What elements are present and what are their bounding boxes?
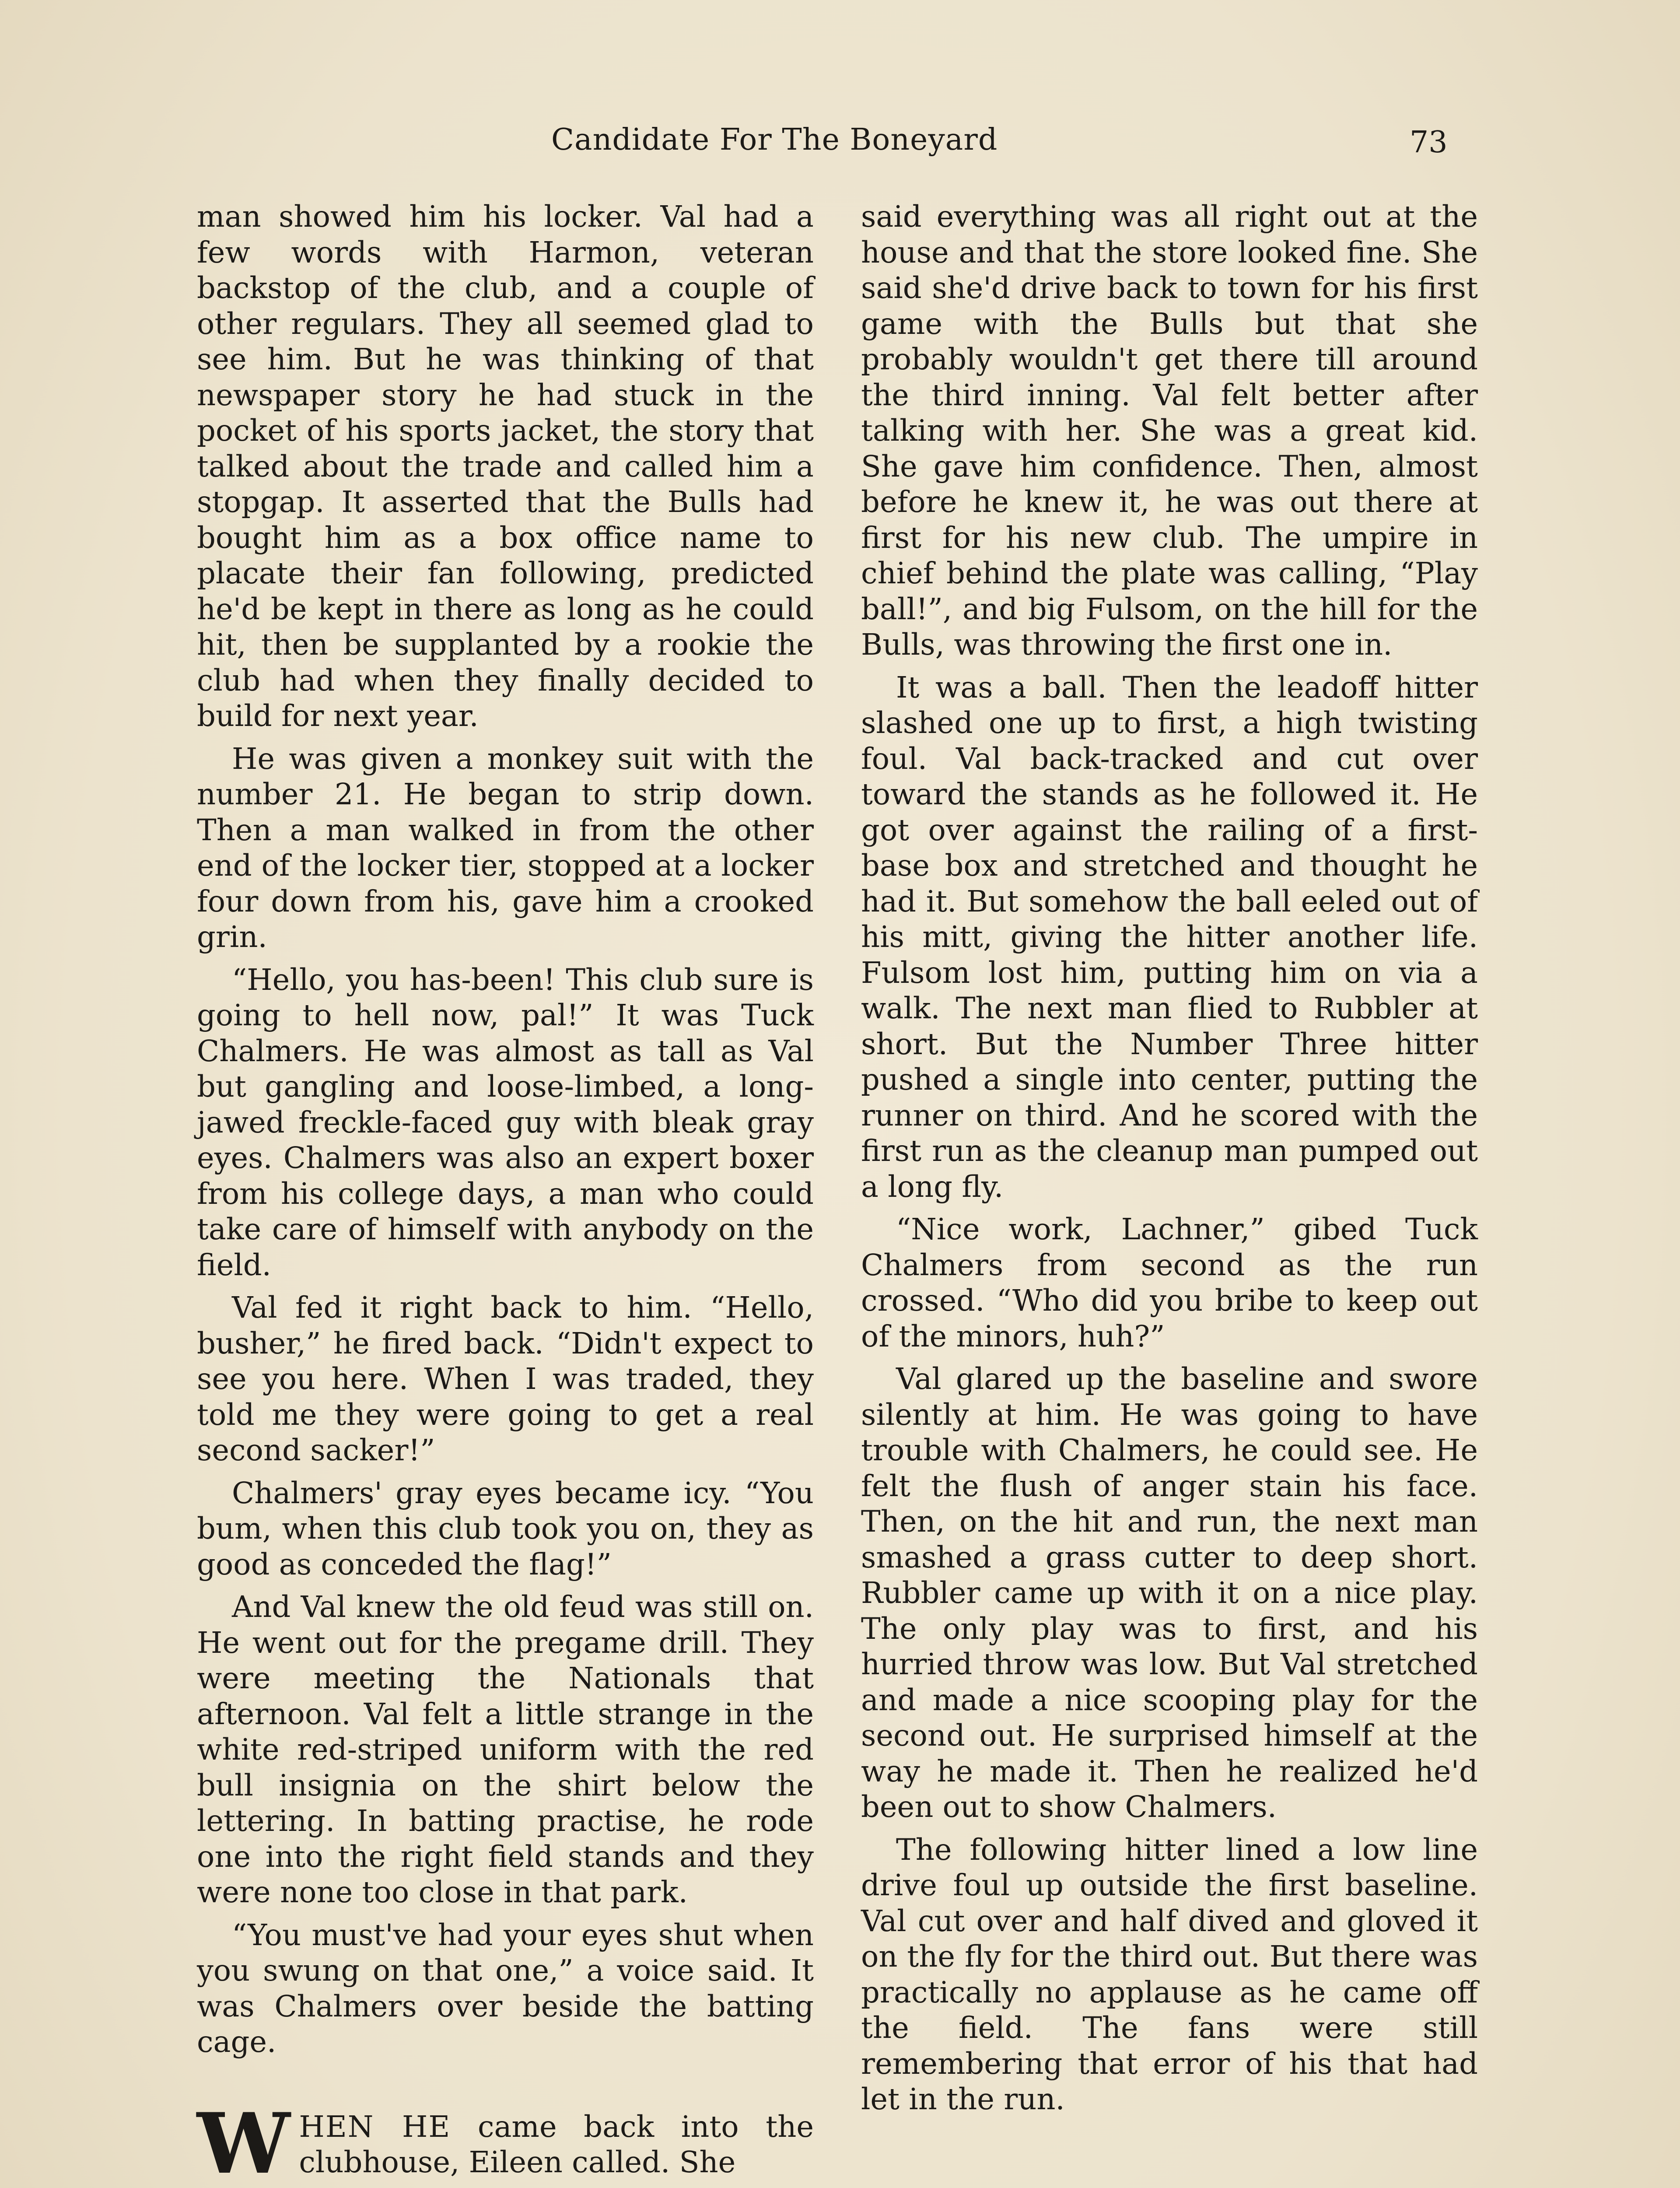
paragraph-text: came back into the clubhouse, Eileen called. She	[299, 2109, 814, 2179]
dropcap-paragraph	[197, 2094, 814, 2188]
paragraph: said everything was all right out at the house and that the store looked fine. She said she'd drive back to town for his first game with the Bulls but that she probably wouldn't get there till around the third inning. Val felt better after talking with her. She was a great kid. She gave him confidence. Then, almost before he knew it, he was out there at first for his new club. The umpire in chief behind the plate was calling, “Play ball!”, and big Fulsom, on the hill for the Bulls, was throwing the first one in.	[861, 200, 1478, 662]
paragraph: The following hitter lined a low line drive foul up outside the first baseline. Val cut over and half dived and gloved it on the fly for the third out. But there was practically no applause as he came off the field. The fans were still remembering that error of his that had let in the run.	[861, 1832, 1478, 2116]
paragraph: Val glared up the baseline and swore silently at him. He was going to have trouble with Chalmers, he could see. He felt the flush of anger stain his face. Then, on the hit and run, the next man smashed a grass cutter to deep short. Rubbler came up with it on a nice play. The only play was to first, and his hurried throw was low. But Val stretched and made a nice scooping play for the second out. He surprised himself at the way he made it. Then he realized he'd been out to show Chalmers.	[861, 1362, 1478, 1824]
running-head-title: Candidate For The Boneyard	[551, 123, 998, 157]
lead-in-text: HEN HE	[299, 2109, 451, 2144]
page-number: 73	[1410, 125, 1448, 160]
paragraph: It was a ball. Then the leadoff hitter slashed one up to first, a high twisting foul. Val back-tracked and cut over toward the stands as he followed it. He got over against the railing of a first-base box and stretched and thought he had it. But somehow the ball eeled out of his mitt, giving the hitter another life. Fulsom lost him, putting him on via a walk. The next man flied to Rubbler at short. But the Number Three hitter pushed a single into center, putting the runner on third. And he scored with the first run as the cleanup man pumped out a long fly.	[861, 670, 1478, 1204]
paragraph: “You must've had your eyes shut when you swung on that one,” a voice said. It was Chalmers over beside the batting cage.	[197, 1918, 814, 2059]
paragraph: He was given a monkey suit with the number 21. He began to strip down. Then a man walked in from the other end of the locker tier, stopped at a locker four down from his, gave him a crooked grin.	[197, 741, 814, 954]
paragraph: man showed him his locker. Val had a few words with Harmon, veteran backstop of the club, and a couple of other regulars. They all seemed glad to see him. But he was thinking of that newspaper story he had stuck in the pocket of his sports jacket, the story that talked about the trade and called him a stopgap. It asserted that the Bulls had bought him as a box office name to placate their fan following, predicted he'd be kept in there as long as he could hit, then be supplanted by a rookie the club had when they finally decided to build for next year.	[197, 200, 814, 733]
paragraph: And Val knew the old feud was still on. He went out for the pregame drill. They were meeting the Nationals that afternoon. Val felt a little strange in the white red-striped uniform with the red bull insignia on the shirt below the lettering. In batting practise, he rode one into the right field stands and they were none too close in that park.	[197, 1590, 814, 1909]
left-column	[197, 199, 814, 2188]
right-column	[861, 199, 1478, 2125]
paragraph: “Nice work, Lachner,” gibed Tuck Chalmers from second as the run crossed. “Who did you bribe to keep out of the minors, huh?”	[861, 1212, 1478, 1353]
paragraph: Val fed it right back to him. “Hello, busher,” he fired back. “Didn't expect to see you here. When I was traded, they told me they were going to get a real second sacker!”	[197, 1290, 814, 1467]
paragraph: Chalmers' gray eyes became icy. “You bum, when this club took you on, they as good as conceded the flag!”	[197, 1476, 814, 1581]
paragraph: “Hello, you has-been! This club sure is going to hell now, pal!” It was Tuck Chalmers. He was almost as tall as Val but gangling and loose-limbed, a long-jawed freckle-faced guy with bleak gray eyes. Chalmers was also an expert boxer from his college days, a man who could take care of himself with anybody on the field.	[197, 962, 814, 1282]
drop-cap-letter: W	[197, 2094, 290, 2188]
